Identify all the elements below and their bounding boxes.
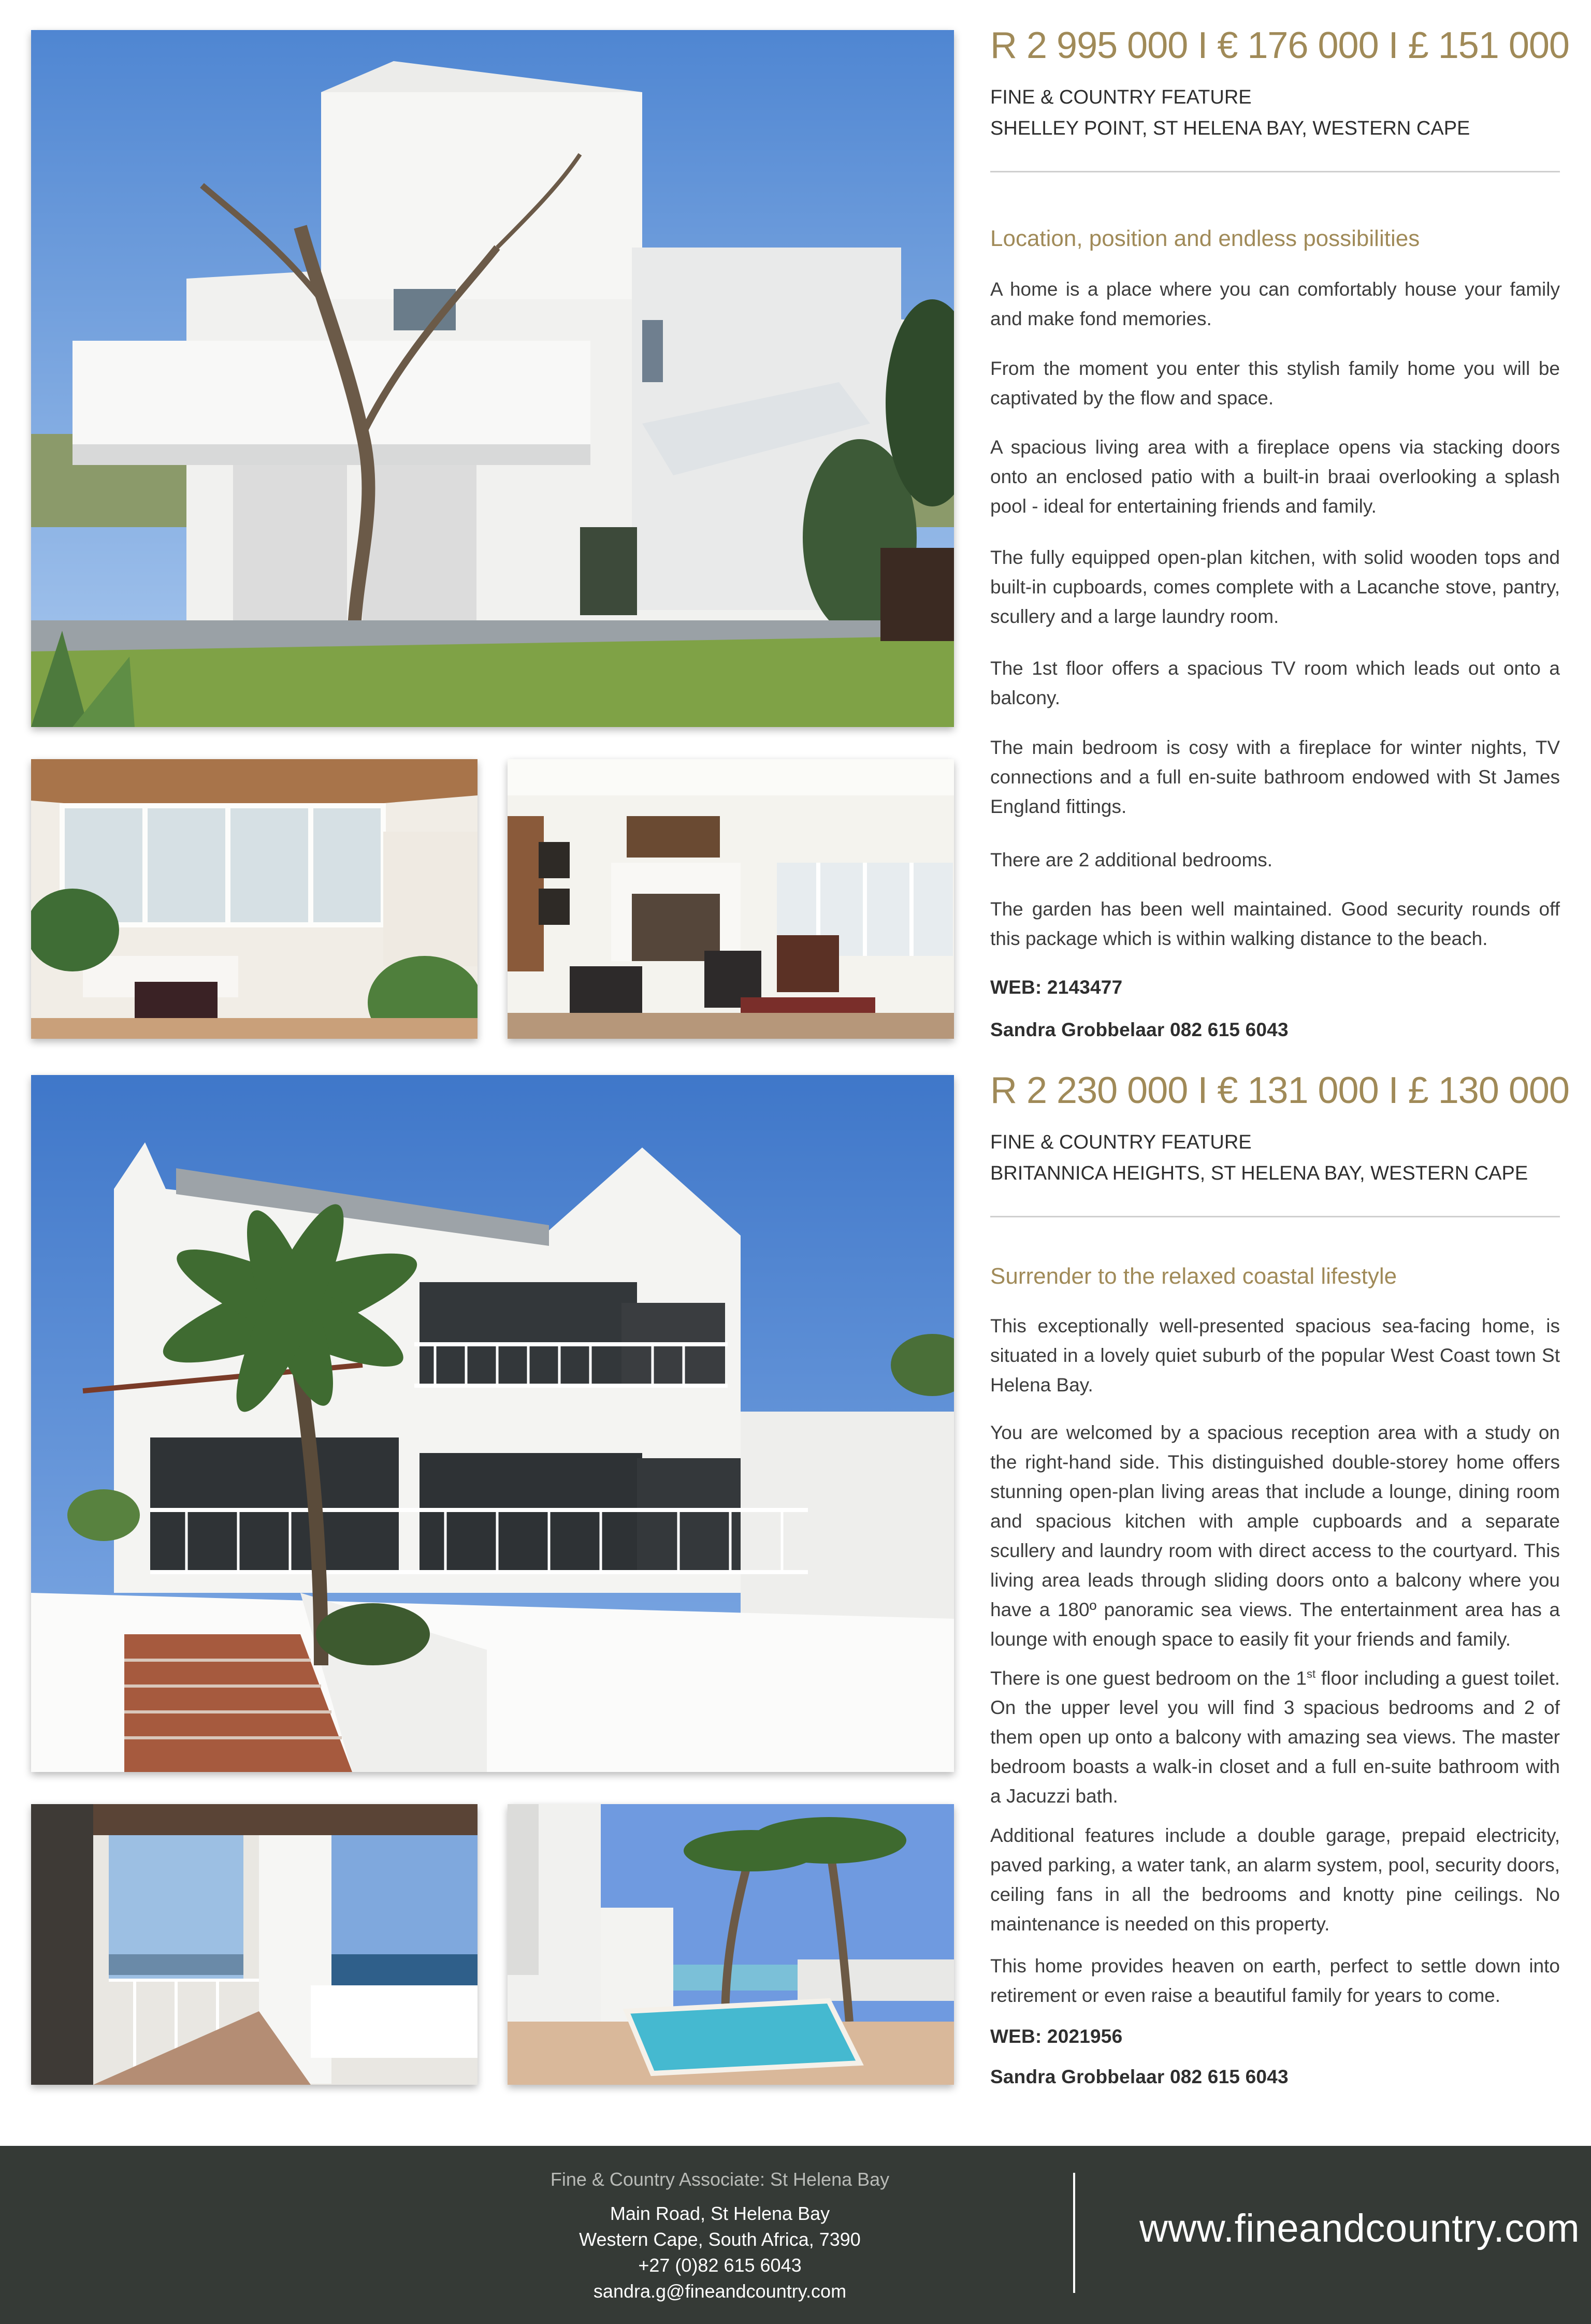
listing-1-agent-contact: Sandra Grobbelaar 082 615 6043	[990, 1019, 1289, 1040]
listing-2-feature-block	[990, 1127, 1560, 1189]
footer-website-link[interactable]: www.fineandcountry.com	[1139, 2206, 1580, 2250]
listing-2-details	[990, 1070, 1569, 1217]
listing-2-divider	[990, 1216, 1560, 1217]
listing-1-paragraph: The fully equipped open-plan kitchen, with solid wooden tops and built-in cupboards, comes complete with a Lacanche stove, pantry, scullery and a large laundry room.	[990, 547, 1560, 627]
listing-1-location: SHELLEY POINT, ST HELENA BAY, WESTERN CAPE	[990, 118, 1470, 139]
listing-2-headline: Surrender to the relaxed coastal lifestyle	[990, 1263, 1397, 1289]
listing-2-feature-label: FINE & COUNTRY FEATURE	[990, 1131, 1252, 1153]
listing-1-paragraph: A home is a place where you can comfortably house your family and make fond memories.	[990, 279, 1560, 329]
listing-2-paragraph: This exceptionally well-presented spacious sea-facing home, is situated in a lovely quiet suburb of the popular West Coast town St Helena Bay.	[990, 1315, 1560, 1396]
listing-1-divider	[990, 171, 1560, 172]
listing-1-feature-label: FINE & COUNTRY FEATURE	[990, 86, 1252, 108]
listing-1-paragraph: The main bedroom is cosy with a fireplace for winter nights, TV connections and a full en-suite bathroom endowed with St James England fittings.	[990, 737, 1560, 817]
footer-associate: Fine & Country Associate: St Helena Bay	[550, 2169, 890, 2190]
listing-2-location: BRITANNICA HEIGHTS, ST HELENA BAY, WESTERN CAPE	[990, 1163, 1528, 1184]
listing-2-photo-balcony	[31, 1804, 478, 2085]
listing-2-photo-pool	[508, 1804, 954, 2085]
listing-2-agent-contact: Sandra Grobbelaar 082 615 6043	[990, 2066, 1289, 2087]
listing-1-headline: Location, position and endless possibilities	[990, 226, 1420, 251]
listing-1-paragraph: From the moment you enter this stylish family home you will be captivated by the flow and space.	[990, 358, 1560, 409]
listing-2-paragraph-upper-level	[990, 1659, 1560, 1811]
listing-2-price: R 2 230 000 I € 131 000 I £ 130 000	[990, 1070, 1569, 1111]
text-fragment: floor including a guest toilet. On the upper level you will find 3 spacious bedrooms and 2 of them open up onto a balcony with amazing sea views. The master bedroom boasts a walk-in closet and a full en-suite bathroom with a Jacuzzi bath.	[990, 1667, 1560, 1807]
listing-2-paragraph: This home provides heaven on earth, perfect to settle down into retirement or even raise a beautiful family for years to come.	[990, 1955, 1560, 2006]
listing-1-paragraph: There are 2 additional bedrooms.	[990, 849, 1273, 870]
listing-1-photo-patio	[31, 759, 478, 1039]
listing-1-details	[990, 25, 1569, 172]
text-fragment: There is one guest bedroom on the 1	[990, 1667, 1307, 1689]
listing-1-paragraph: The 1st floor offers a spacious TV room which leads out onto a balcony.	[990, 658, 1560, 708]
listing-1-description	[990, 226, 1560, 252]
listing-1-price: R 2 995 000 I € 176 000 I £ 151 000	[990, 25, 1569, 66]
ordinal-suffix: st	[1306, 1667, 1316, 1680]
listing-1-feature-block	[990, 82, 1560, 144]
footer-phone[interactable]: +27 (0)82 615 6043	[638, 2255, 802, 2276]
footer-address-line1: Main Road, St Helena Bay	[610, 2203, 830, 2224]
listing-2-paragraph: Additional features include a double garage, prepaid electricity, paved parking, a water tank, an alarm system, pool, security doors, ceiling fans in all the bedrooms and knotty pine ceilings. No maintenance is needed on this property.	[990, 1825, 1560, 1935]
listing-1-main-photo	[31, 30, 954, 727]
listing-1-photo-lounge	[508, 759, 954, 1039]
listing-2-description	[990, 1263, 1560, 1289]
listing-1-paragraph: A spacious living area with a fireplace opens via stacking doors onto an enclosed patio with a built-in braai overlooking a splash pool - ideal for entertaining friends and family.	[990, 437, 1560, 517]
footer	[0, 2146, 1591, 2324]
listing-2-main-photo	[31, 1075, 954, 1772]
listing-1-web-ref: WEB: 2143477	[990, 977, 1123, 998]
listing-2-paragraph: You are welcomed by a spacious reception area with a study on the right-hand side. This distinguished double-storey home offers stunning open-plan living areas that include a lounge, dining room and spacious kitchen with ample cupboards and a separate scullery and laundry room with direct access to the courtyard. This living area leads through sliding doors onto a balcony where you have a 180º panoramic sea views. The entertainment area has a lounge with enough space to easily fit your friends and family.	[990, 1422, 1560, 1650]
listing-2-web-ref: WEB: 2021956	[990, 2026, 1123, 2047]
footer-address-line2: Western Cape, South Africa, 7390	[579, 2229, 861, 2250]
listing-1-paragraph: The garden has been well maintained. Good security rounds off this package which is within walking distance to the beach.	[990, 898, 1560, 949]
footer-email[interactable]: sandra.g@fineandcountry.com	[593, 2281, 847, 2302]
footer-address	[539, 2201, 901, 2304]
footer-divider	[1073, 2173, 1075, 2293]
